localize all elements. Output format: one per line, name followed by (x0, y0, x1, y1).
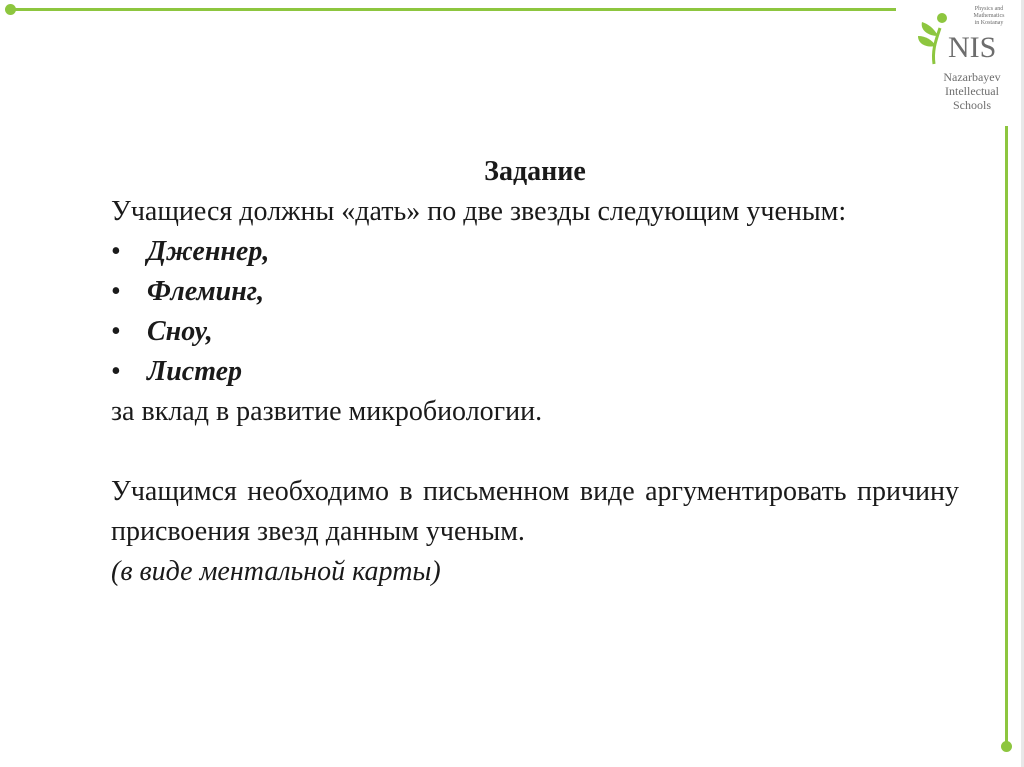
scientist-name: Листер (147, 356, 243, 387)
scientist-name: Дженнер, (147, 236, 270, 267)
scientist-name: Флеминг, (147, 276, 265, 307)
top-frame-dot (5, 4, 16, 15)
logo-school-name: Nazarbayev Intellectual Schools (943, 70, 1001, 112)
bullet-marker: • (111, 316, 121, 347)
scientist-name: Сноу, (147, 316, 213, 347)
list-item (111, 272, 959, 312)
nis-sprout-logo-icon (916, 10, 952, 66)
list-item (111, 312, 959, 352)
task-outro: за вклад в развитие микробиологии. (111, 396, 543, 427)
task-note: (в виде ментальной карты) (111, 556, 441, 587)
bullet-marker: • (111, 236, 121, 267)
right-frame-dot (1001, 741, 1012, 752)
task-intro: Учащиеся должны «дать» по две звезды следующим ученым: (111, 196, 847, 227)
task-instruction: Учащимся необходимо в письменном виде аргументировать причину присвоения звезд данным ученым. (111, 476, 959, 547)
task-content (111, 152, 959, 592)
logo-school-branch: Physics and Mathematics in Kostanay (973, 6, 1005, 26)
bullet-marker: • (111, 276, 121, 307)
list-item (111, 232, 959, 272)
bullet-marker: • (111, 356, 121, 387)
scientist-list (111, 232, 959, 392)
right-frame-line (1005, 126, 1008, 748)
list-item (111, 352, 959, 392)
spacer (111, 432, 959, 472)
nis-logo (912, 4, 1022, 116)
task-title: Задание (484, 156, 586, 187)
logo-nis-mark: NIS (948, 31, 997, 64)
top-frame-line (10, 8, 896, 11)
